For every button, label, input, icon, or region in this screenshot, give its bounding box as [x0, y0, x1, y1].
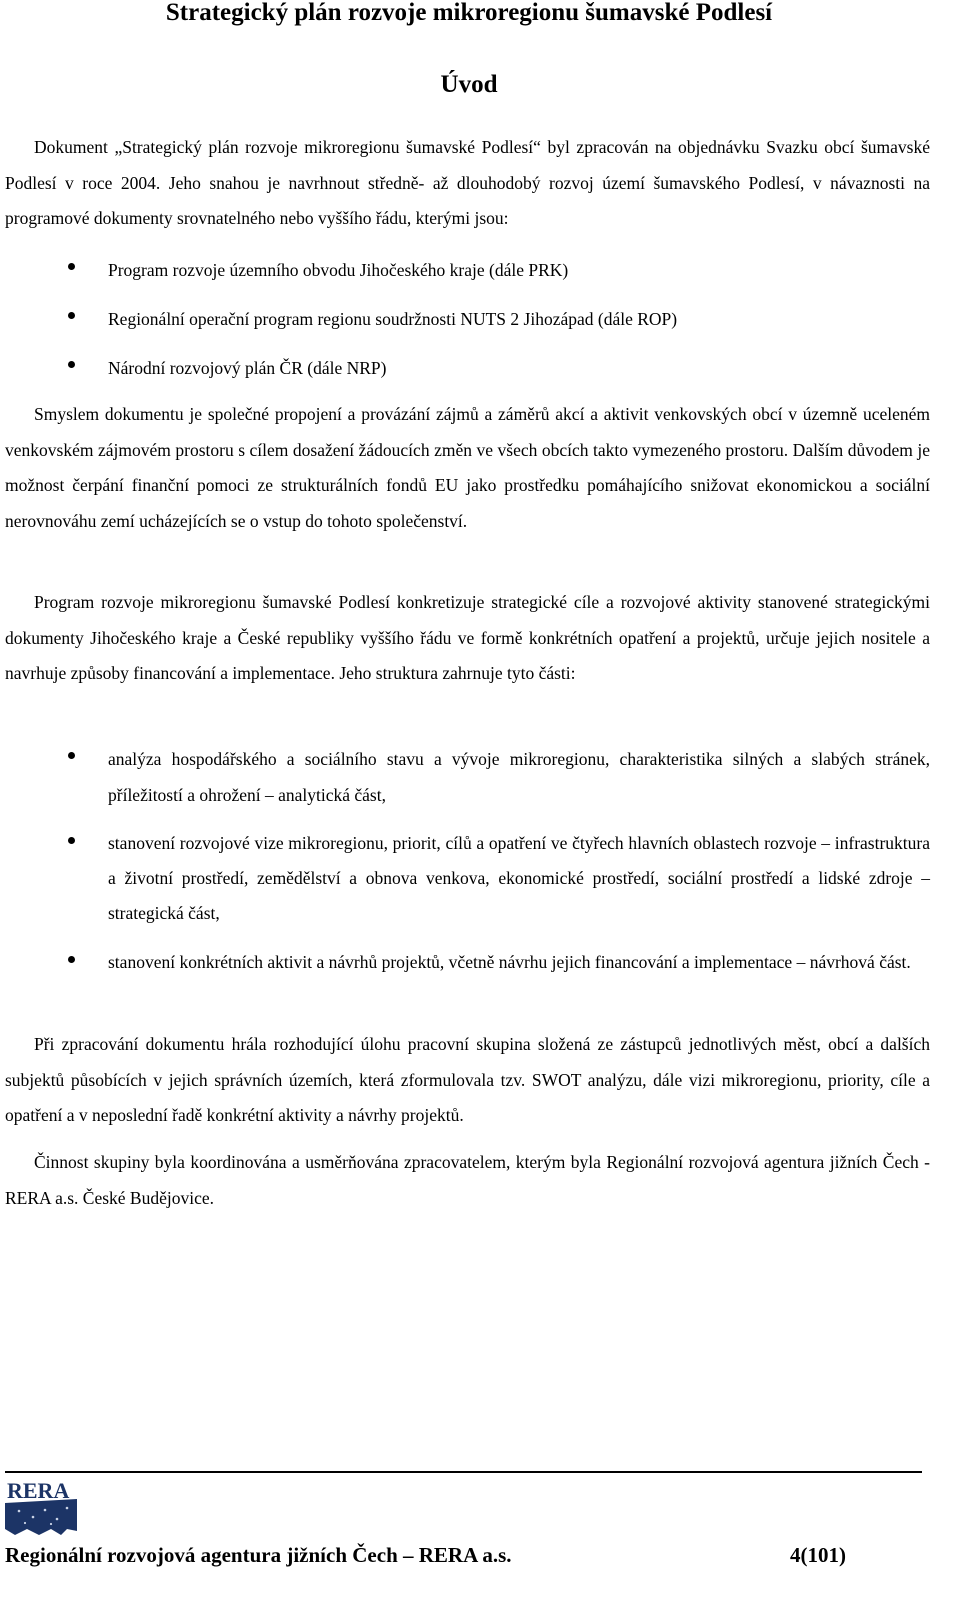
coordination-paragraph: Činnost skupiny byla koordinována a usměrňována zpracovatelem, kterým byla Regionální rozvojová agentura jižních Čech - RERA a.s. České Budějovice.: [5, 1152, 930, 1208]
working-group-paragraph: Při zpracování dokumentu hrála rozhodující úlohu pracovní skupina složená ze zástupců jednotlivých měst, obcí a dalších subjektů působících v jejich správních územích, která zformulovala tzv. SWOT analýzu, dále vizi mikroregionu, priority, cíle a opatření a v neposlední řadě konkrétní aktivity a návrhy projektů.: [5, 1034, 930, 1125]
list-item: [0, 252, 930, 288]
footer-divider: [5, 1471, 922, 1473]
rera-logo-icon: [5, 1477, 77, 1537]
document-title: Strategický plán rozvoje mikroregionu šumavské Podlesí: [165, 0, 773, 26]
bullet-icon: [68, 837, 75, 844]
bullet-icon: [68, 312, 75, 319]
footer-agency: Regionální rozvojová agentura jižních Čech – RERA a.s.: [5, 1543, 512, 1567]
list-item-text: Národní rozvojový plán ČR (dále NRP): [108, 358, 387, 378]
list-item: [0, 741, 930, 813]
bullet-icon: [68, 263, 75, 270]
list-item: [0, 945, 930, 980]
purpose-paragraph: Smyslem dokumentu je společné propojení a provázání zájmů a záměrů akcí a aktivit venkovských obcí v územně uceleném venkovském zájmovém prostoru s cílem dosažení žádoucích změn ve všech obcích takto vymezeného prostoru. Dalším důvodem je možnost čerpání finanční pomoci ze strukturálních fondů EU jako prostředku pomáhajícího snižovat ekonomickou a sociální nerovnováhu zemí ucházejících se o vstup do tohoto společenství.: [5, 404, 930, 531]
documents-list: [0, 252, 930, 386]
list-item-text: analýza hospodářského a sociálního stavu a vývoje mikroregionu, charakteristika silných a slabých stránek, příležitostí a ohrožení – analytická část,: [108, 749, 930, 805]
structure-list: [0, 741, 930, 980]
list-item: [0, 350, 930, 386]
program-paragraph: Program rozvoje mikroregionu šumavské Podlesí konkretizuje strategické cíle a rozvojové aktivity stanovené strategickými dokumenty Jihočeského kraje a České republiky vyššího řádu ve formě konkrétních opatření a projektů, určuje jejich nositele a navrhuje způsoby financování a implementace. Jeho struktura zahrnuje tyto části:: [5, 592, 930, 683]
bullet-icon: [68, 361, 75, 368]
list-item: [0, 301, 930, 337]
bullet-icon: [68, 956, 75, 963]
list-item-text: stanovení konkrétních aktivit a návrhů projektů, včetně návrhu jejich financování a implementace – návrhová část.: [108, 952, 911, 972]
bullet-icon: [68, 752, 75, 759]
page-number: 4(101): [790, 1543, 846, 1567]
logo-text: RERA: [7, 1478, 70, 1503]
section-title: Úvod: [440, 71, 498, 98]
intro-paragraph: Dokument „Strategický plán rozvoje mikroregionu šumavské Podlesí“ byl zpracován na objednávku Svazku obcí šumavské Podlesí v roce 2004. Jeho snahou je navrhnout středně- až dlouhodobý rozvoj území šumavského Podlesí, v návaznosti na programové dokumenty srovnatelného nebo vyššího řádu, kterými jsou:: [5, 137, 930, 228]
list-item: [0, 826, 930, 931]
list-item-text: Regionální operační program regionu soudržnosti NUTS 2 Jihozápad (dále ROP): [108, 309, 678, 329]
list-item-text: Program rozvoje územního obvodu Jihočeského kraje (dále PRK): [108, 260, 569, 280]
list-item-text: stanovení rozvojové vize mikroregionu, priorit, cílů a opatření ve čtyřech hlavních oblastech rozvoje – infrastruktura a životní prostředí, zemědělství a obnova venkova, ekonomické prostředí, sociální prostředí a lidské zdroje – strategická část,: [108, 833, 930, 923]
